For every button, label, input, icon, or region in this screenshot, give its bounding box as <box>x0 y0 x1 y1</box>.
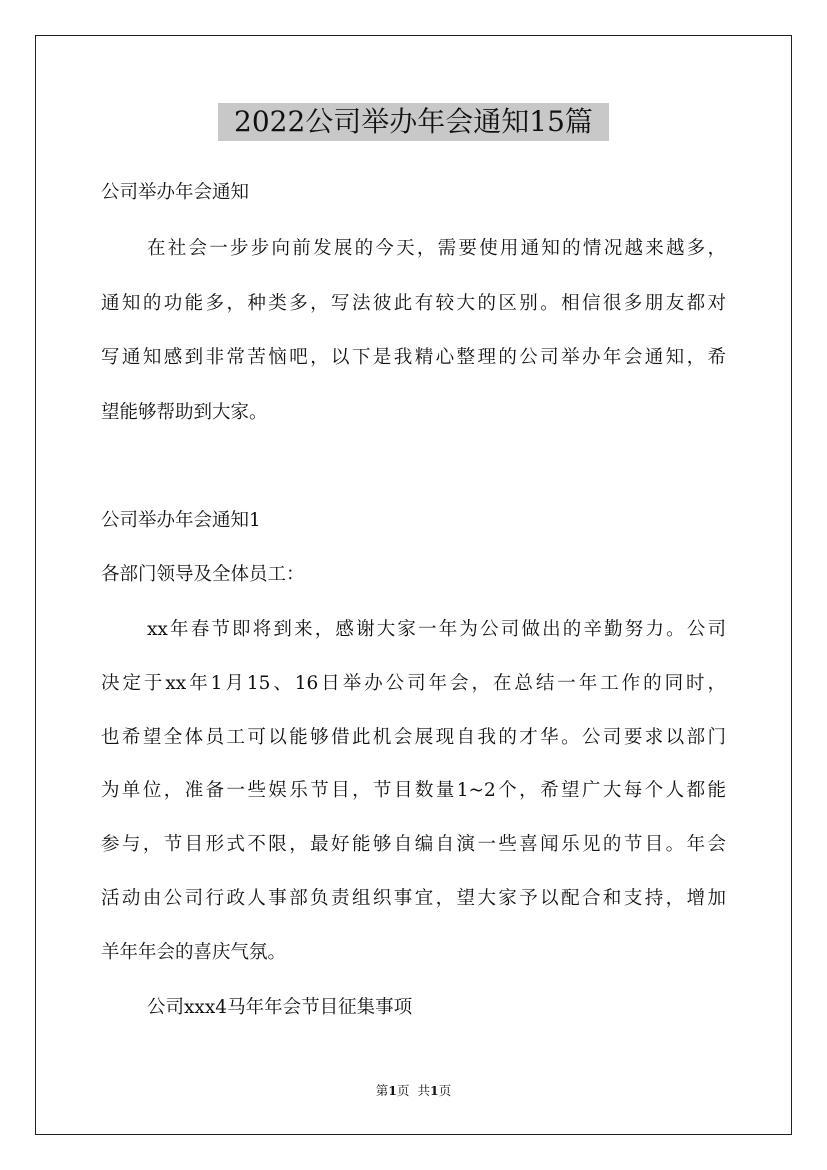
body-line-5: 参与，节目形式不限，最好能够自编自演一些喜闻乐见的节目。年会 <box>101 834 726 855</box>
body-line-6: 活动由公司行政人事部负责组织事宜，望大家予以配合和支持，增加 <box>101 888 726 909</box>
body-line-2: 决定于xx年1月15、16日举办公司年会，在总结一年工作的同时， <box>101 673 726 694</box>
closing-line: 公司xxx4马年年会节目征集事项 <box>147 997 413 1018</box>
intro-line-3: 写通知感到非常苦恼吧，以下是我精心整理的公司举办年会通知，希 <box>101 347 726 368</box>
salutation: 各部门领导及全体员工： <box>101 564 305 585</box>
total-pages: 1 <box>429 1083 439 1098</box>
page-prefix: 第 <box>375 1083 389 1098</box>
page-footer <box>0 1082 827 1100</box>
body-line-4: 为单位，准备一些娱乐节目，节目数量1~2个，希望广大每个人都能 <box>101 780 726 801</box>
body-line-3: 也希望全体员工可以能够借此机会展现自我的才华。公司要求以部门 <box>101 727 726 748</box>
page-number: 1 <box>388 1083 397 1098</box>
intro-line-1: 在社会一步步向前发展的今天，需要使用通知的情况越来越多， <box>147 238 726 259</box>
body-line-7: 羊年年会的喜庆气氛。 <box>101 942 287 963</box>
body-line-1: xx年春节即将到来，感谢大家一年为公司做出的辛勤努力。公司 <box>147 619 726 640</box>
intro-line-2: 通知的功能多，种类多，写法彼此有较大的区别。相信很多朋友都对 <box>101 293 726 314</box>
total-prefix: 共 <box>417 1083 430 1098</box>
section-heading: 公司举办年会通知1 <box>101 510 261 531</box>
intro-line-4: 望能够帮助到大家。 <box>101 402 268 423</box>
total-suffix: 页 <box>438 1083 452 1098</box>
intro-heading: 公司举办年会通知 <box>101 182 250 203</box>
page-suffix: 页 <box>397 1083 410 1098</box>
document-title: 2022公司举办年会通知15篇 <box>218 103 609 141</box>
